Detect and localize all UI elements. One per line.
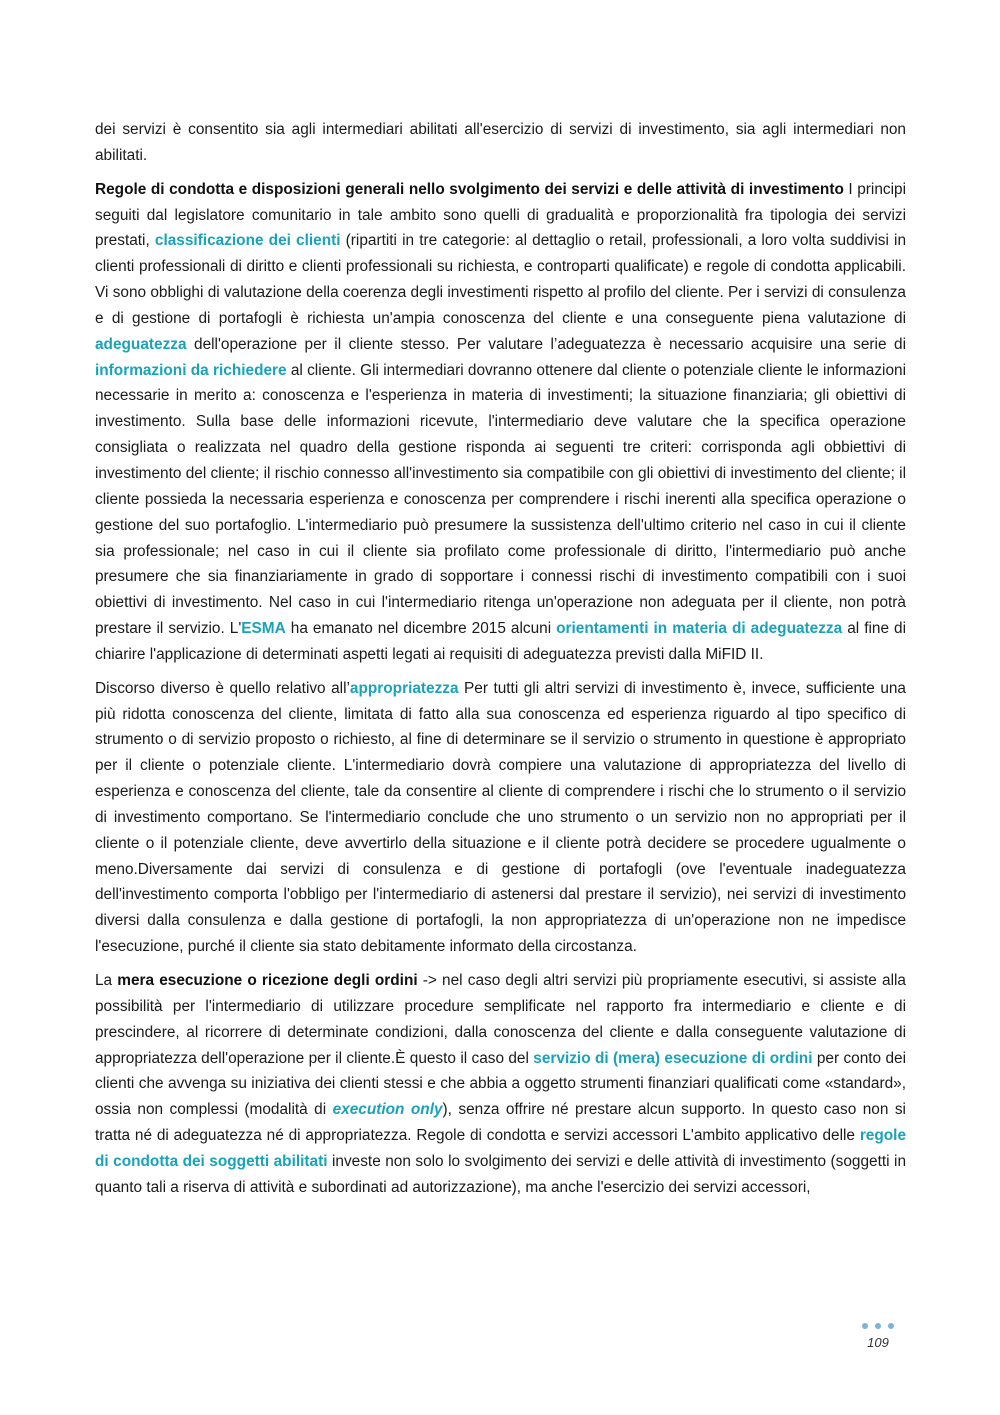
dot-icon bbox=[888, 1323, 894, 1329]
page-footer bbox=[855, 1323, 901, 1350]
dot-icon bbox=[875, 1323, 881, 1329]
paragraph-intro bbox=[95, 117, 906, 169]
paragraph-appropriatezza bbox=[95, 676, 906, 960]
intro-text: dei servizi è consentito sia agli intermediari abilitati all'esercizio di servizi di investimento, sia agli intermediari non abilitati. bbox=[95, 121, 906, 164]
text-run: al fine di chiarire l'applicazione di determinati aspetti legati ai requisiti di adeguatezza previsti dalla MiFID II. bbox=[95, 620, 906, 663]
highlight-term: regole di condotta dei soggetti abilitati bbox=[95, 1127, 906, 1170]
text-run: La bbox=[95, 972, 118, 989]
highlight-term-italic: execution only bbox=[332, 1101, 443, 1119]
dots-ornament-icon bbox=[855, 1323, 901, 1331]
text-run: (ripartiti in tre categorie: al dettaglio o retail, professionali, a loro volta suddivisi in clienti professionali di diritto e clienti professionali su richiesta, e controparti qualificate) e regole di condotta applicabili. Vi sono obblighi di valutazione della coerenza degli investimenti rispetto al profilo del cliente. Per i servizi di consulenza e di gestione di portafogli è richiesta un'ampia conoscenza del cliente e una conseguente piena valutazione di bbox=[95, 232, 906, 327]
highlight-term: orientamenti in materia di adeguatezza bbox=[556, 620, 843, 638]
highlight-term: appropriatezza bbox=[349, 679, 459, 697]
highlight-term: classificazione dei clienti bbox=[154, 232, 341, 250]
text-run: Discorso diverso è quello relativo all’ bbox=[95, 679, 350, 697]
text-run: ), senza offrire né prestare alcun supporto. In questo caso non si tratta né di adeguatezza né di appropriatezza. Regole di condotta e servizi accessori L'ambito applicativo delle bbox=[95, 1101, 906, 1145]
text-run: investe non solo lo svolgimento dei servizi e delle attività di investimento (soggetti in quanto tali a riserva di attività e subordinati ad autorizzazione), ma anche l'esercizio dei servizi accessori, bbox=[95, 1152, 906, 1196]
bold-term: mera esecuzione o ricezione degli ordini bbox=[117, 972, 418, 989]
highlight-term: adeguatezza bbox=[95, 335, 187, 353]
page-number: 109 bbox=[867, 1335, 889, 1350]
highlight-term: informazioni da richiedere bbox=[95, 361, 287, 379]
text-run: -> nel caso degli altri servizi più propriamente esecutivi, si assiste alla possibilità per l'intermediario di utilizzare procedure semplificate nel rapporto fra intermediario e cliente e di prescindere, al ricorrere di determinate condizioni, dalla conoscenza del cliente e dalla conseguente valutazione di appropriatezza dell'operazione per il cliente.È questo il caso del bbox=[95, 972, 906, 1067]
text-run: ha emanato nel dicembre 2015 alcuni bbox=[285, 620, 557, 638]
document-body bbox=[95, 117, 906, 1201]
section-heading: Regole di condotta e disposizioni generali nello svolgimento dei servizi e delle attività di investimento bbox=[95, 180, 844, 198]
text-run: Per tutti gli altri servizi di investimento è, invece, sufficiente una più ridotta conoscenza del cliente, limitata di fatto alla sua conoscenza ed esperienza riguardo al tipo specifico di strumento o di servizio proposto o richiesto, al fine di determinare se il servizio o strumento in questione è appropriato per il cliente o potenziale cliente. L'intermediario dovrà compiere una valutazione di appropriatezza del livello di esperienza e conoscenza del cliente, tale da consentire al cliente di comprendere i rischi che lo strumento o il servizio di investimento comportano. Se l'intermediario conclude che uno strumento o un servizio non no appropriati per il cliente o il potenziale cliente, deve avvertirlo della situazione e il cliente potrà decidere se procedere ugualmente o meno.Diversamente dai servizi di consulenza e di gestione di portafogli (ove l'eventuale inadeguatezza dell'investimento comporta l'obbligo per l'intermediario di astenersi dal prestare il servizio), nei servizi di investimento diversi dalla consulenza e dalla gestione di portafogli, la non appropriatezza di un'operazione non ne impedisce l'esecuzione, purché il cliente sia stato debitamente informato della circostanza. bbox=[95, 679, 906, 956]
text-run: I principi seguiti dal legislatore comunitario in tale ambito sono quelli di gradualità e proporzionalità fra tipologia dei servizi prestati, bbox=[95, 180, 906, 250]
text-run: per conto dei clienti che avvenga su iniziativa dei clienti stessi e che abbia a oggetto strumenti finanziari qualificati come «standard», ossia non complessi (modalità di bbox=[95, 1049, 906, 1119]
paragraph-execution bbox=[95, 968, 906, 1201]
text-run: dell'operazione per il cliente stesso. Per valutare l’adeguatezza è necessario acquisire una serie di bbox=[186, 335, 906, 353]
dot-icon bbox=[862, 1323, 868, 1329]
highlight-term: servizio di (mera) esecuzione di ordini bbox=[533, 1049, 813, 1067]
text-run: al cliente. Gli intermediari dovranno ottenere dal cliente o potenziale cliente le informazioni necessarie in merito a: conoscenza e l'esperienza in materia di investimenti; la situazione finanziaria; gli obiettivi di investimento. Sulla base delle informazioni ricevute, l'intermediario deve valutare che la specifica operazione consigliata o realizzata nel quadro della gestione risponda ai seguenti tre criteri: corrisponda agli obbiettivi di investimento del cliente; il rischio connesso all'investimento sia compatibile con gli obiettivi di investimento del cliente; il cliente possieda la necessaria esperienza e conoscenza per comprendere i rischi inerenti alla specifica operazione o gestione del suo portafoglio. L'intermediario può presumere la sussistenza dell'ultimo criterio nel caso in cui il cliente sia professionale; nel caso in cui il cliente sia profilato come professionale di diritto, l'intermediario può anche presumere che sia finanziariamente in grado di sopportare i connessi rischi di investimento compatibili con i suoi obiettivi di investimento. Nel caso in cui l'intermediario ritenga un'operazione non adeguata per il cliente, non potrà prestare il servizio. L' bbox=[95, 361, 906, 638]
highlight-term: ESMA bbox=[241, 620, 286, 638]
paragraph-rules bbox=[95, 177, 906, 668]
